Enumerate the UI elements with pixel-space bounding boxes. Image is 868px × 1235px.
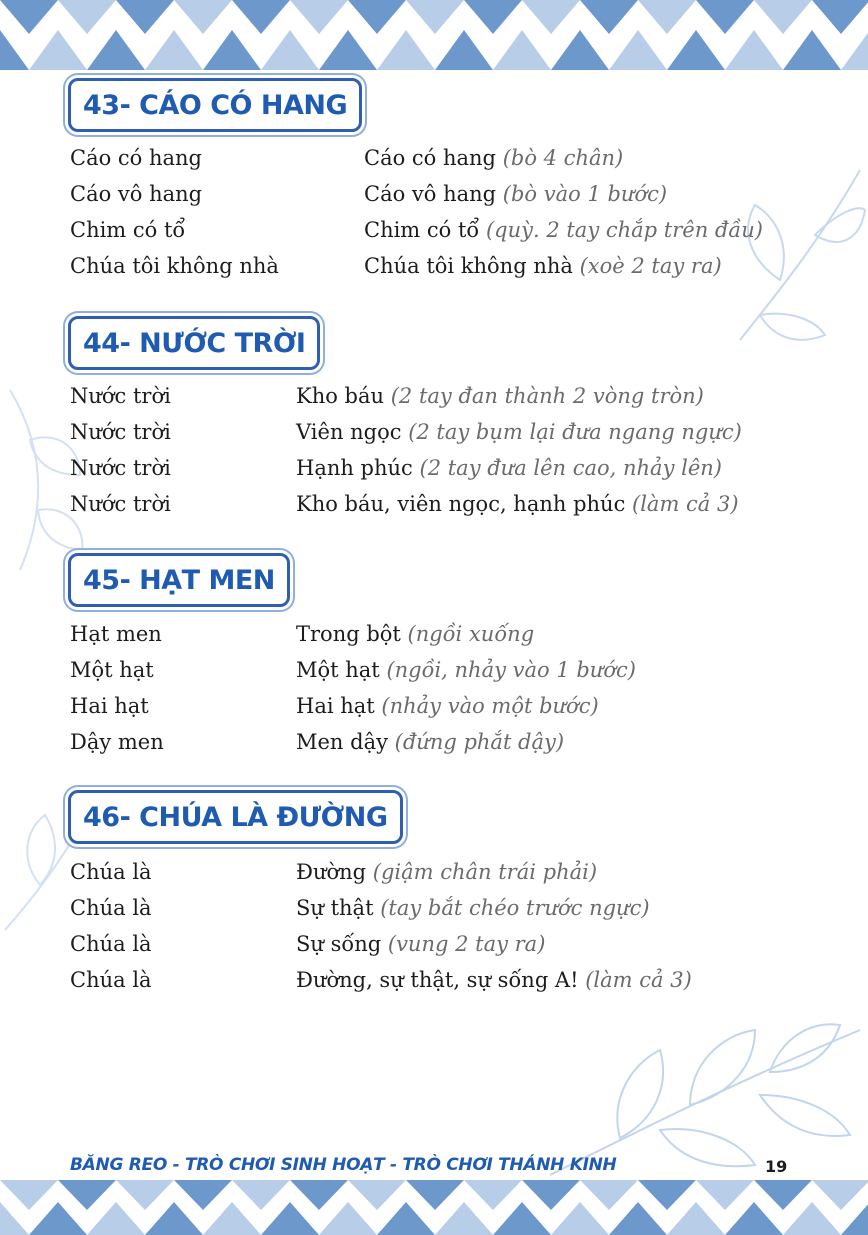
- call-text: Chúa là: [70, 932, 152, 956]
- verse-row: [70, 658, 848, 690]
- response-text: Một hạt: [296, 658, 380, 682]
- decor-triangle: [348, 1180, 406, 1210]
- decor-triangle: [580, 0, 638, 34]
- decor-triangle: [261, 1202, 319, 1235]
- response-text: Kho báu, viên ngọc, hạnh phúc: [296, 492, 626, 516]
- action-note: (quỳ. 2 tay chắp trên đầu): [485, 218, 763, 242]
- decor-triangle: [377, 1202, 435, 1235]
- decor-triangle: [841, 1202, 868, 1235]
- call-text: Nước trời: [70, 492, 171, 516]
- leaf-decoration-right: [720, 150, 868, 350]
- response-text: Kho báu: [296, 384, 385, 408]
- decor-triangle: [754, 1180, 812, 1210]
- action-note: (xoè 2 tay ra): [579, 254, 722, 278]
- section-title-box: [68, 316, 320, 370]
- section-title-box: [68, 78, 362, 132]
- call-text: Cáo có hang: [70, 146, 202, 170]
- response-text: Trong bột: [296, 622, 401, 646]
- verse-row: [70, 860, 848, 892]
- decor-triangle: [319, 1202, 377, 1235]
- book-title-footer: BĂNG REO - TRÒ CHƠI SINH HOẠT - TRÒ CHƠI THÁNH KINH: [70, 1155, 617, 1175]
- decor-triangle: [725, 1202, 783, 1235]
- decor-triangle: [725, 30, 783, 70]
- decor-triangle: [667, 30, 725, 70]
- decor-triangle: [812, 0, 868, 34]
- call-text: Chúa tôi không nhà: [70, 254, 279, 278]
- action-note: (2 tay đan thành 2 vòng tròn): [390, 384, 704, 408]
- action-note: (vung 2 tay ra): [387, 932, 546, 956]
- decor-triangle: [29, 30, 87, 70]
- decor-triangle: [464, 1180, 522, 1210]
- section-title-box: [68, 553, 290, 607]
- call-text: Nước trời: [70, 456, 171, 480]
- action-note: (bò vào 1 bước): [502, 182, 668, 206]
- verse-row: [70, 622, 848, 654]
- call-text: Một hạt: [70, 658, 154, 682]
- decor-triangle: [464, 0, 522, 34]
- decor-triangle: [812, 1180, 868, 1210]
- action-note: (làm cả 3): [632, 492, 739, 516]
- decor-triangle: [377, 30, 435, 70]
- decor-triangle: [551, 1202, 609, 1235]
- decor-triangle: [203, 30, 261, 70]
- verse-row: [70, 932, 848, 964]
- section-title-box: [68, 790, 403, 844]
- verse-row: [70, 384, 848, 416]
- verse-row: [70, 218, 848, 250]
- verse-row: [70, 146, 848, 178]
- response-text: Cáo có hang: [364, 146, 496, 170]
- decor-triangle: [116, 1180, 174, 1210]
- decor-triangle: [522, 1180, 580, 1210]
- action-note: (ngồi, nhảy vào 1 bước): [386, 658, 636, 682]
- verse-row: [70, 254, 848, 286]
- decor-triangle: [87, 1202, 145, 1235]
- verse-row: [70, 730, 848, 762]
- call-text: Chúa là: [70, 968, 152, 992]
- verse-row: [70, 694, 848, 726]
- decor-triangle: [29, 1202, 87, 1235]
- decor-triangle: [696, 0, 754, 34]
- verse-row: [70, 968, 848, 1000]
- decor-triangle: [493, 30, 551, 70]
- decor-triangle: [58, 0, 116, 34]
- decor-triangle: [493, 1202, 551, 1235]
- decor-triangle: [841, 30, 868, 70]
- action-note: (ngồi xuống: [407, 622, 535, 646]
- decor-triangle: [783, 30, 841, 70]
- section-title: 46- CHÚA LÀ ĐƯỜNG: [83, 801, 388, 833]
- response-text: Chúa tôi không nhà: [364, 254, 573, 278]
- decor-triangle: [609, 1202, 667, 1235]
- decor-triangle: [638, 1180, 696, 1210]
- decor-triangle: [232, 1180, 290, 1210]
- action-note: (đứng phắt dậy): [394, 730, 565, 754]
- response-text: Men dậy: [296, 730, 388, 754]
- call-text: Chúa là: [70, 860, 152, 884]
- action-note: (bò 4 chân): [502, 146, 624, 170]
- response-text: Hai hạt: [296, 694, 375, 718]
- decor-triangle: [319, 30, 377, 70]
- response-text: Chim có tổ: [364, 218, 480, 242]
- decor-triangle: [435, 1202, 493, 1235]
- call-text: Chúa là: [70, 896, 152, 920]
- decor-triangle: [174, 1180, 232, 1210]
- decor-triangle: [667, 1202, 725, 1235]
- decor-triangle: [580, 1180, 638, 1210]
- section-title: 45- HẠT MEN: [83, 564, 275, 596]
- decor-triangle: [174, 0, 232, 34]
- decor-triangle: [406, 0, 464, 34]
- response-text: Viên ngọc: [296, 420, 402, 444]
- decor-triangle: [261, 30, 319, 70]
- decor-triangle: [58, 1180, 116, 1210]
- response-text: Sự thật: [296, 896, 374, 920]
- verse-row: [70, 456, 848, 488]
- call-text: Dậy men: [70, 730, 164, 754]
- action-note: (2 tay bụm lại đưa ngang ngực): [408, 420, 742, 444]
- response-text: Hạnh phúc: [296, 456, 413, 480]
- action-note: (giậm chân trái phải): [372, 860, 598, 884]
- call-text: Chim có tổ: [70, 218, 186, 242]
- page-number: 19: [765, 1157, 788, 1176]
- response-text: Đường, sự thật, sự sống A!: [296, 968, 579, 992]
- top-triangle-band: [0, 0, 868, 70]
- decor-triangle: [638, 0, 696, 34]
- verse-row: [70, 896, 848, 928]
- verse-row: [70, 420, 848, 452]
- decor-triangle: [116, 0, 174, 34]
- section-title: 44- NƯỚC TRỜI: [83, 327, 306, 359]
- decor-triangle: [551, 30, 609, 70]
- verse-row: [70, 182, 848, 214]
- decor-triangle: [0, 30, 29, 70]
- action-note: (nhảy vào một bước): [381, 694, 599, 718]
- decor-triangle: [406, 1180, 464, 1210]
- call-text: Nước trời: [70, 420, 171, 444]
- call-text: Hạt men: [70, 622, 162, 646]
- action-note: (2 tay đưa lên cao, nhảy lên): [419, 456, 722, 480]
- decor-triangle: [87, 30, 145, 70]
- decor-triangle: [348, 0, 406, 34]
- decor-triangle: [0, 1180, 58, 1210]
- decor-triangle: [0, 0, 58, 34]
- decor-triangle: [290, 1180, 348, 1210]
- action-note: (làm cả 3): [585, 968, 692, 992]
- decor-triangle: [783, 1202, 841, 1235]
- verse-row: [70, 492, 848, 524]
- decor-triangle: [522, 0, 580, 34]
- decor-triangle: [754, 0, 812, 34]
- response-text: Đường: [296, 860, 367, 884]
- call-text: Nước trời: [70, 384, 171, 408]
- call-text: Hai hạt: [70, 694, 149, 718]
- decor-triangle: [145, 30, 203, 70]
- decor-triangle: [290, 0, 348, 34]
- response-text: Cáo vô hang: [364, 182, 497, 206]
- bottom-triangle-band: [0, 1180, 868, 1235]
- decor-triangle: [435, 30, 493, 70]
- response-text: Sự sống: [296, 932, 382, 956]
- decor-triangle: [232, 0, 290, 34]
- decor-triangle: [203, 1202, 261, 1235]
- call-text: Cáo vô hang: [70, 182, 203, 206]
- decor-triangle: [609, 30, 667, 70]
- decor-triangle: [145, 1202, 203, 1235]
- section-title: 43- CÁO CÓ HANG: [83, 89, 348, 121]
- decor-triangle: [0, 1202, 29, 1235]
- action-note: (tay bắt chéo trước ngực): [380, 896, 650, 920]
- decor-triangle: [696, 1180, 754, 1210]
